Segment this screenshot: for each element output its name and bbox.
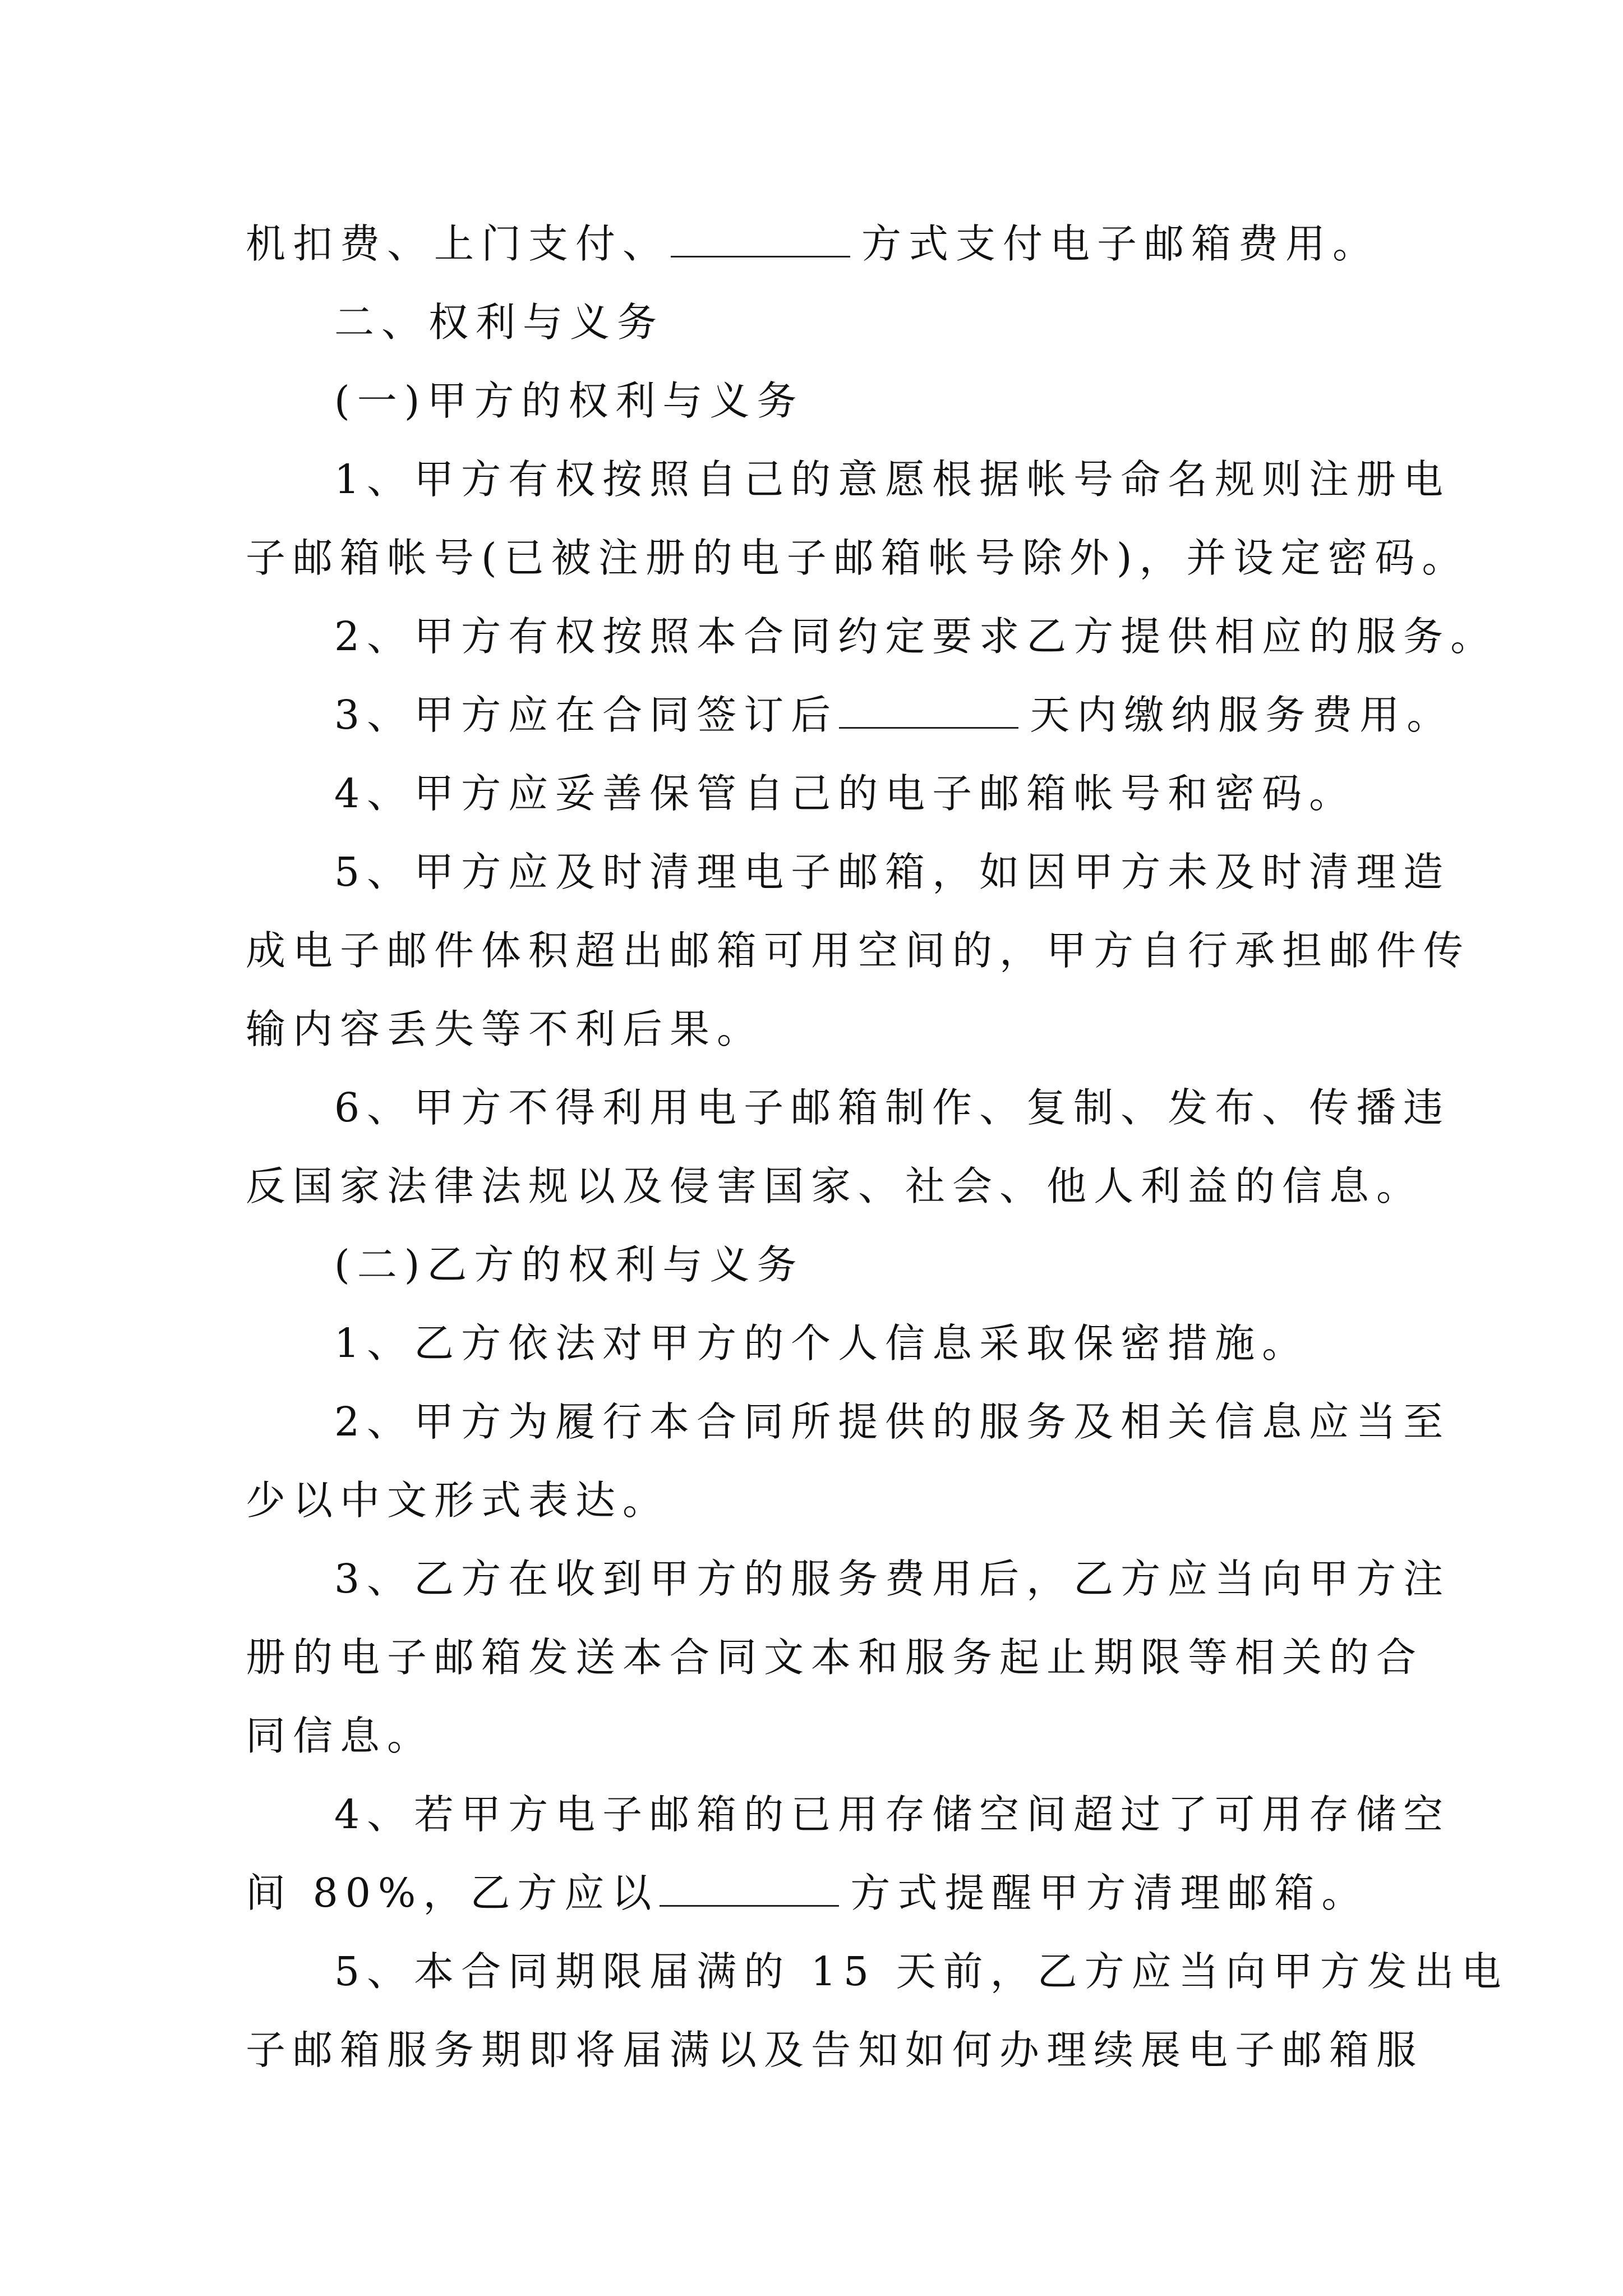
text-line (334, 1074, 1478, 1142)
subsection-heading (334, 367, 1478, 435)
text-segment: 二、权利与义务 (334, 299, 665, 346)
text-segment: 子邮箱服务期即将届满以及告知如何办理续展电子邮箱服 (246, 2027, 1424, 2073)
text-segment: 1、甲方有权按照自己的意愿根据帐号命名规则注册电 (334, 456, 1451, 503)
text-segment: 2、甲方为履行本合同所提供的服务及相关信息应当至 (334, 1398, 1451, 1445)
text-line (334, 682, 1478, 749)
text-segment: 方式提醒甲方清理邮箱。 (850, 1870, 1369, 1916)
text-line (246, 1153, 1424, 1220)
fill-in-blank[interactable] (660, 1869, 839, 1907)
text-segment: 1、乙方依法对甲方的个人信息采取保密措施。 (334, 1320, 1310, 1366)
text-segment: 子邮箱帐号(已被注册的电子邮箱帐号除外)，并设定密码。 (246, 535, 1469, 581)
text-line (334, 1938, 1509, 2005)
text-segment: 天内缴纳服务费用。 (1030, 692, 1454, 738)
text-line (334, 760, 1478, 827)
text-line (246, 1860, 1390, 1927)
text-line (334, 603, 1498, 670)
text-segment: 4、甲方应妥善保管自己的电子邮箱帐号和密码。 (334, 770, 1357, 817)
text-line (246, 210, 1390, 278)
text-line (334, 1545, 1478, 1613)
text-segment: 5、本合同期限届满的 15 天前，乙方应当向甲方发出电 (334, 1948, 1509, 1995)
text-segment: 输内容丢失等不利后果。 (246, 1006, 764, 1052)
text-segment: 方式支付电子邮箱费用。 (861, 220, 1380, 267)
text-segment: 少以中文形式表达。 (246, 1477, 670, 1524)
section-heading (334, 289, 1478, 356)
fill-in-blank[interactable] (671, 220, 850, 257)
fill-in-blank[interactable] (839, 691, 1018, 729)
text-line (246, 1467, 1390, 1534)
text-line (246, 1624, 1424, 1691)
text-line (246, 2017, 1424, 2084)
text-line (334, 1781, 1478, 1848)
text-segment: 4、若甲方电子邮箱的已用存储空间超过了可用存储空 (334, 1791, 1451, 1838)
text-segment: 6、甲方不得利用电子邮箱制作、复制、发布、传播违 (334, 1084, 1451, 1131)
text-line (334, 1388, 1478, 1456)
text-segment: (二)乙方的权利与义务 (334, 1241, 804, 1288)
text-line (246, 996, 1390, 1063)
text-line (246, 1703, 1390, 1770)
text-segment: 3、甲方应在合同签订后 (334, 692, 838, 738)
text-line (246, 524, 1469, 592)
text-line (334, 446, 1478, 513)
text-segment: (一)甲方的权利与义务 (334, 378, 804, 424)
text-segment: 反国家法律法规以及侵害国家、社会、他人利益的信息。 (246, 1163, 1424, 1209)
text-segment: 同信息。 (246, 1713, 435, 1759)
subsection-heading (334, 1231, 1478, 1299)
text-segment: 册的电子邮箱发送本合同文本和服务起止期限等相关的合 (246, 1634, 1424, 1681)
text-line (334, 839, 1478, 906)
text-segment: 2、甲方有权按照本合同约定要求乙方提供相应的服务。 (334, 613, 1498, 660)
text-line (334, 1310, 1478, 1377)
text-segment: 成电子邮件体积超出邮箱可用空间的，甲方自行承担邮件传 (246, 927, 1471, 974)
text-line (246, 917, 1471, 984)
text-segment: 间 80%，乙方应以 (246, 1870, 659, 1916)
text-segment: 5、甲方应及时清理电子邮箱，如因甲方未及时清理造 (334, 849, 1451, 895)
text-segment: 3、乙方在收到甲方的服务费用后，乙方应当向甲方注 (334, 1556, 1451, 1602)
text-segment: 机扣费、上门支付、 (246, 220, 670, 267)
